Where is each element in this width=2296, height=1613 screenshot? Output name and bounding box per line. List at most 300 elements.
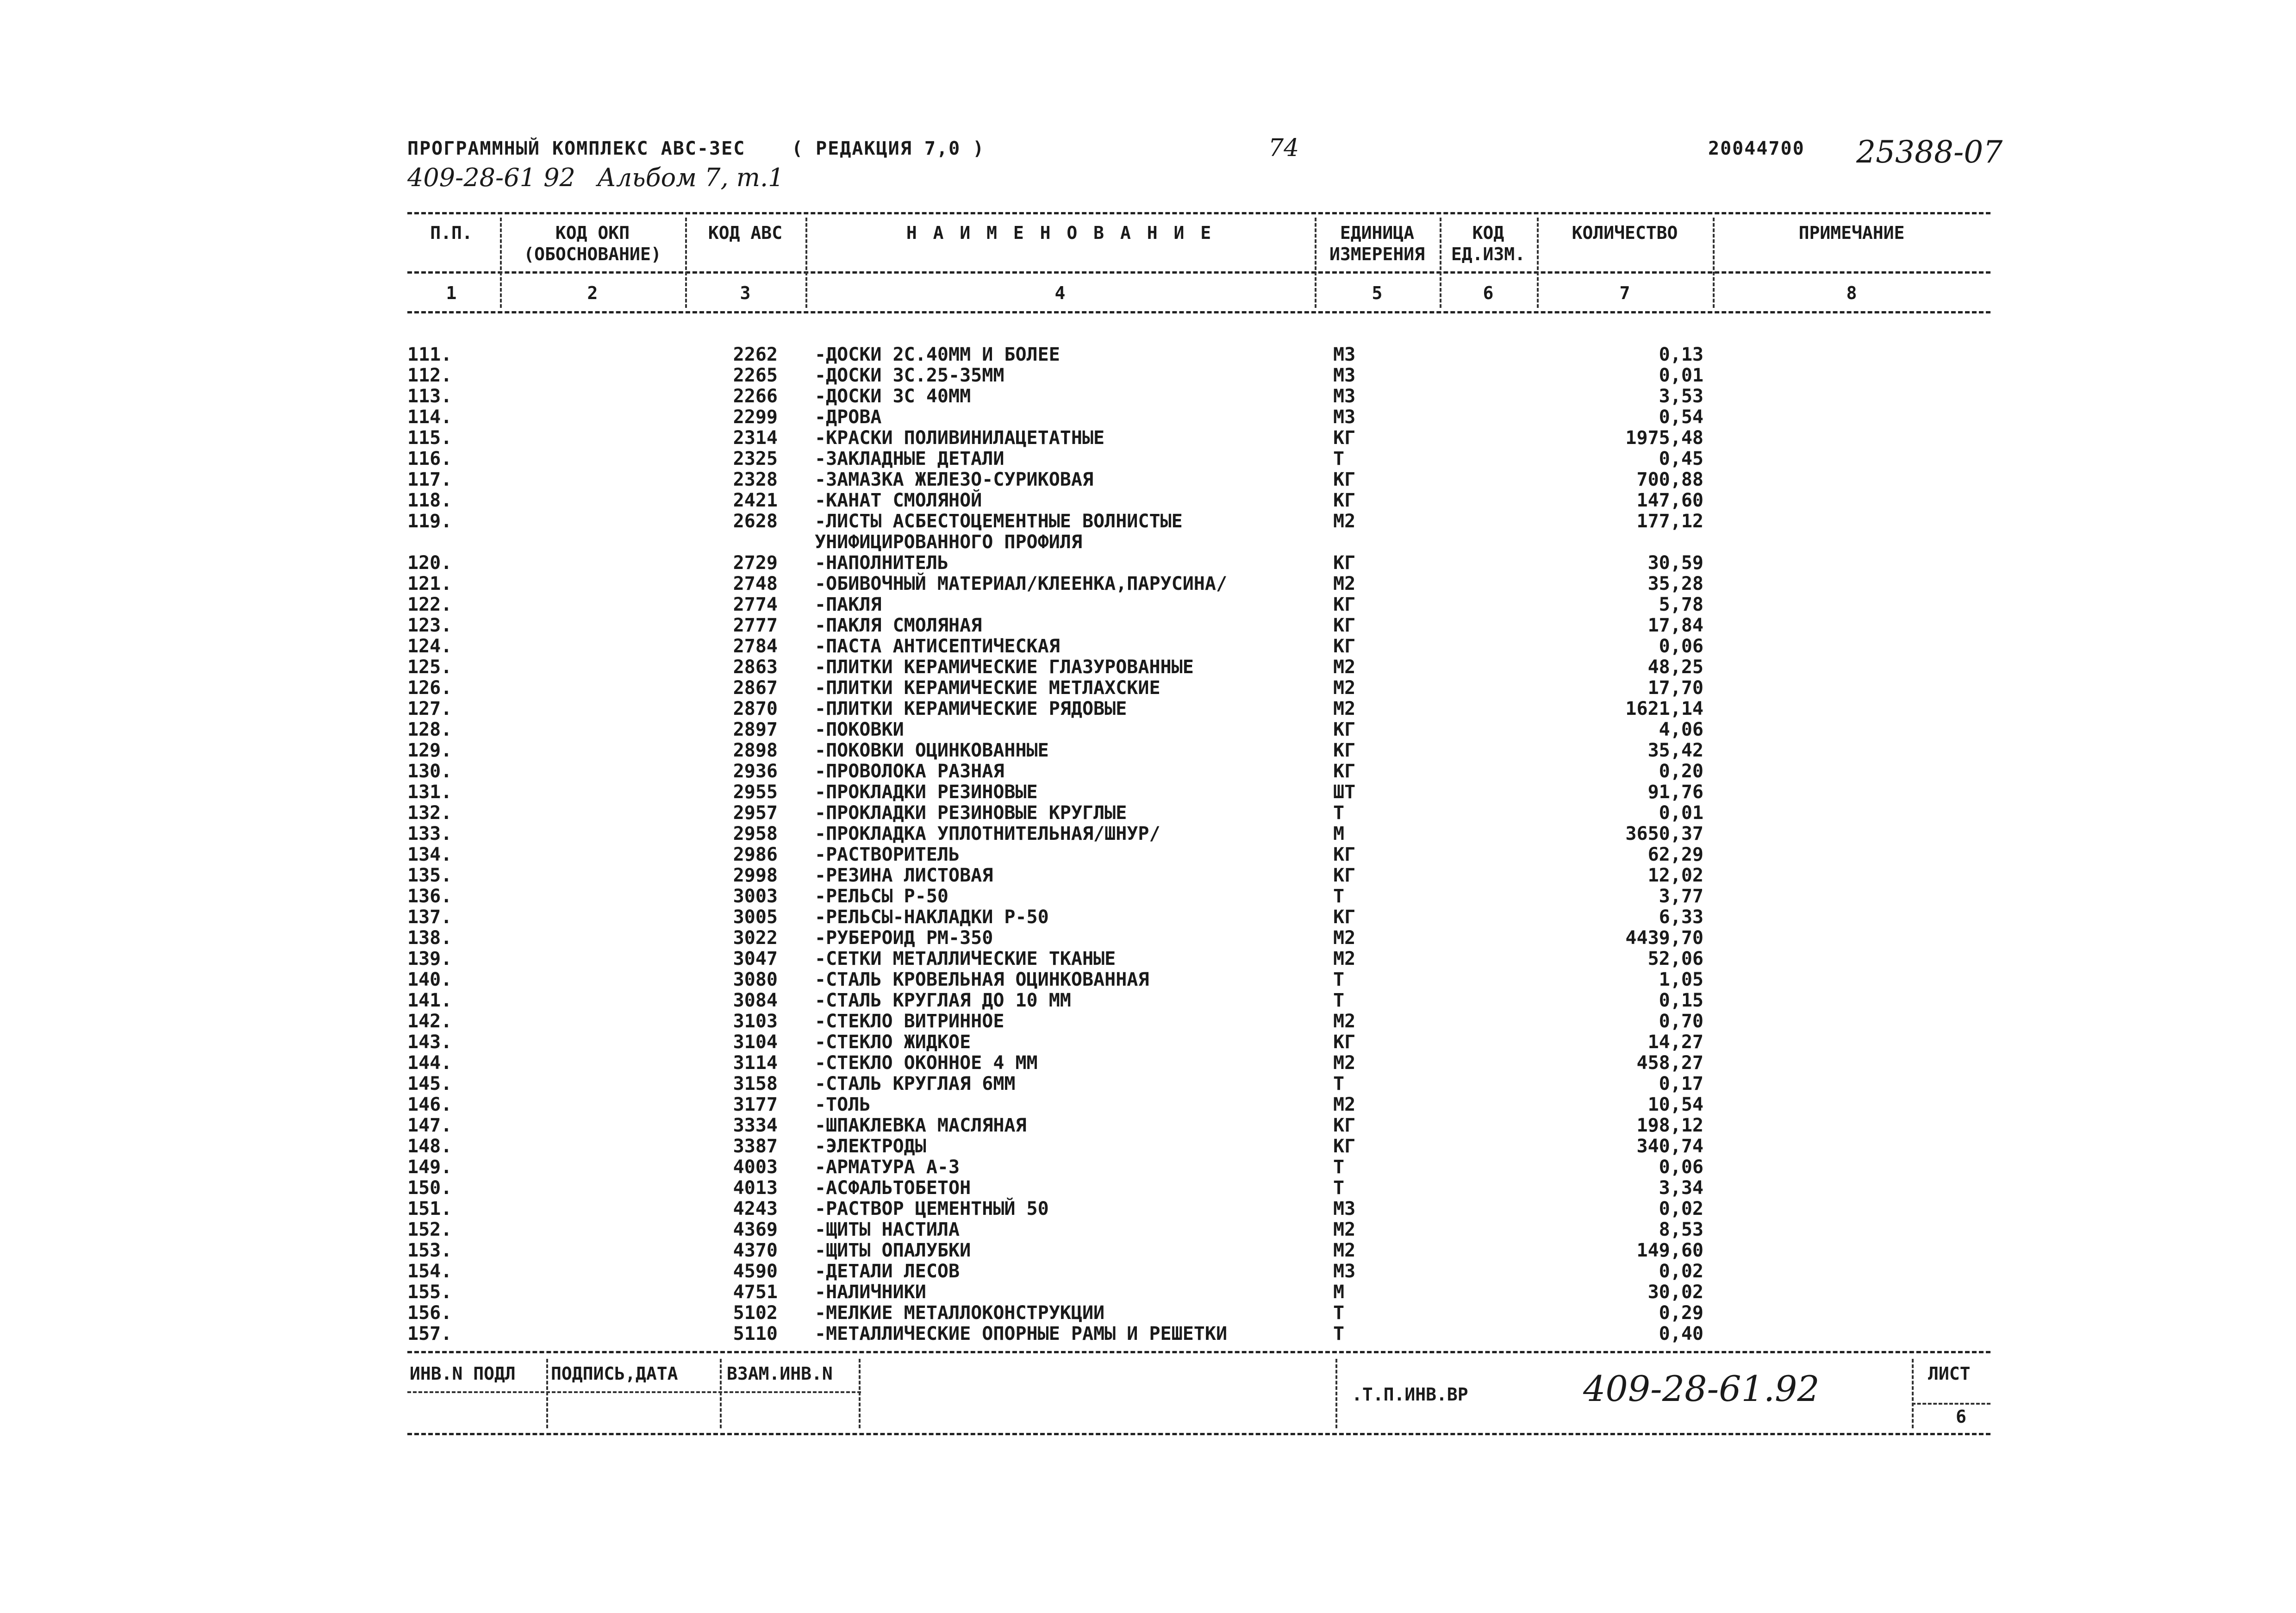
row-unit: М2: [1333, 1219, 1356, 1240]
footer-rule-inner: [407, 1391, 861, 1393]
table-row: [0, 782, 2296, 803]
row-code: 3003: [733, 886, 778, 907]
table-row: [0, 490, 2296, 511]
row-code: 2863: [733, 656, 778, 678]
row-code: 2957: [733, 802, 778, 824]
row-name: -ПЛИТКИ КЕРАМИЧЕСКИЕ МЕТЛАХСКИЕ: [815, 677, 1160, 699]
row-number: 123.: [407, 615, 452, 636]
row-code: 2774: [733, 594, 778, 615]
row-unit: Т: [1333, 990, 1345, 1011]
table-row: [0, 928, 2296, 949]
row-unit: Т: [1333, 448, 1345, 469]
footer-tp-label: .Т.П.ИНВ.ВР: [1352, 1384, 1468, 1405]
row-name: -ШПАКЛЕВКА МАСЛЯНАЯ: [815, 1115, 1027, 1136]
row-unit: КГ: [1333, 1032, 1356, 1053]
row-quantity: 30,02: [1647, 1282, 1703, 1303]
row-quantity: 48,25: [1647, 656, 1703, 678]
row-number: 137.: [407, 907, 452, 928]
table-row: [0, 1178, 2296, 1199]
row-name: -РУБЕРОИД РМ-350: [815, 927, 993, 949]
row-number: 144.: [407, 1052, 452, 1074]
table-row: [0, 740, 2296, 761]
row-unit: КГ: [1333, 615, 1356, 636]
row-name: -СТЕКЛО ВИТРИННОЕ: [815, 1011, 1004, 1032]
row-quantity: 6,33: [1659, 907, 1703, 928]
row-number: 126.: [407, 677, 452, 699]
row-quantity: 17,70: [1647, 677, 1703, 699]
row-number: 128.: [407, 719, 452, 740]
row-name: -ПОКОВКИ ОЦИНКОВАННЫЕ: [815, 740, 1049, 761]
row-quantity: 62,29: [1647, 844, 1703, 865]
row-number: 139.: [407, 948, 452, 969]
row-name: -МЕЛКИЕ МЕТАЛЛОКОНСТРУКЦИИ: [815, 1302, 1105, 1324]
col-header-unit-code-line2: ЕД.ИЗМ.: [1451, 244, 1526, 264]
row-code: 3022: [733, 927, 778, 949]
row-name: -ЩИТЫ ОПАЛУБКИ: [815, 1240, 971, 1261]
row-name: -ПЛИТКИ КЕРАМИЧЕСКИЕ ГЛАЗУРОВАННЫЕ: [815, 656, 1194, 678]
edition-label: ( РЕДАКЦИЯ 7,0 ): [792, 138, 985, 159]
row-code: 4003: [733, 1157, 778, 1178]
row-quantity: 8,53: [1659, 1219, 1703, 1240]
row-code: 4243: [733, 1198, 778, 1219]
row-unit: КГ: [1333, 844, 1356, 865]
row-code: 4013: [733, 1177, 778, 1199]
row-code: 2867: [733, 677, 778, 699]
row-quantity: 0,20: [1659, 761, 1703, 782]
row-number: 115.: [407, 427, 452, 449]
row-name: -НАЛИЧНИКИ: [815, 1282, 926, 1303]
row-code: 3080: [733, 969, 778, 990]
table-row: [0, 1011, 2296, 1032]
row-code: 2897: [733, 719, 778, 740]
row-quantity: 198,12: [1636, 1115, 1703, 1136]
row-number: 124.: [407, 636, 452, 657]
row-number: 154.: [407, 1261, 452, 1282]
row-unit: КГ: [1333, 719, 1356, 740]
row-quantity: 177,12: [1636, 511, 1703, 532]
row-number: 150.: [407, 1177, 452, 1199]
row-name: -ПЛИТКИ КЕРАМИЧЕСКИЕ РЯДОВЫЕ: [815, 698, 1127, 719]
col-number-6: 6: [1483, 283, 1494, 303]
header-rule-mid: [407, 271, 1990, 274]
row-quantity: 0,17: [1659, 1073, 1703, 1094]
col-number-4: 4: [1054, 283, 1066, 303]
row-quantity: 1621,14: [1625, 698, 1703, 719]
header-rule-top: [407, 212, 1990, 214]
col-sep: [1537, 218, 1539, 308]
row-name: -ПРОВОЛОКА РАЗНАЯ: [815, 761, 1004, 782]
row-name: -ДЕТАЛИ ЛЕСОВ: [815, 1261, 960, 1282]
album-label: Альбом 7, т.1: [597, 163, 784, 192]
table-row: [0, 574, 2296, 594]
row-quantity: 0,01: [1659, 365, 1703, 386]
row-unit: М3: [1333, 1198, 1356, 1219]
row-number: 118.: [407, 490, 452, 511]
row-code: 2262: [733, 344, 778, 365]
row-code: 2986: [733, 844, 778, 865]
row-unit: КГ: [1333, 1136, 1356, 1157]
row-name: -ОБИВОЧНЫЙ МАТЕРИАЛ/КЛЕЕНКА,ПАРУСИНА/: [815, 573, 1228, 594]
row-name: -РАСТВОРИТЕЛЬ: [815, 844, 960, 865]
row-number: 134.: [407, 844, 452, 865]
table-row: [0, 865, 2296, 886]
row-quantity: 0,40: [1659, 1323, 1703, 1344]
table-row: [0, 615, 2296, 636]
table-row: [0, 969, 2296, 990]
row-number: 136.: [407, 886, 452, 907]
row-code: 2729: [733, 552, 778, 574]
row-quantity: 12,02: [1647, 865, 1703, 886]
table-row: [0, 949, 2296, 969]
row-quantity: 340,74: [1636, 1136, 1703, 1157]
row-name: -ПАКЛЯ: [815, 594, 882, 615]
row-number: 132.: [407, 802, 452, 824]
row-quantity: 1,05: [1659, 969, 1703, 990]
row-number: 111.: [407, 344, 452, 365]
row-unit: Т: [1333, 1157, 1345, 1178]
row-number: 135.: [407, 865, 452, 886]
row-code: 2898: [733, 740, 778, 761]
table-row: [0, 1282, 2296, 1303]
row-unit: КГ: [1333, 761, 1356, 782]
col-sep: [500, 218, 502, 308]
project-number: 409-28-61 92: [407, 163, 575, 192]
header-rule-bottom: [407, 311, 1990, 313]
row-number: 148.: [407, 1136, 452, 1157]
row-code: 3047: [733, 948, 778, 969]
table-row: [0, 407, 2296, 428]
row-quantity: 0,02: [1659, 1261, 1703, 1282]
row-code: 3334: [733, 1115, 778, 1136]
row-number: 117.: [407, 469, 452, 490]
row-unit: М3: [1333, 406, 1356, 428]
row-unit: КГ: [1333, 469, 1356, 490]
row-quantity: 458,27: [1636, 1052, 1703, 1074]
row-name: -НАПОЛНИТЕЛЬ: [815, 552, 948, 574]
row-code: 2870: [733, 698, 778, 719]
row-quantity: 0,01: [1659, 802, 1703, 824]
row-number: 116.: [407, 448, 452, 469]
row-code: 2421: [733, 490, 778, 511]
row-quantity: 17,84: [1647, 615, 1703, 636]
row-quantity: 0,06: [1659, 1157, 1703, 1178]
col-number-3: 3: [740, 283, 751, 303]
row-unit: М2: [1333, 927, 1356, 949]
table-row: [0, 1240, 2296, 1261]
row-code: 3158: [733, 1073, 778, 1094]
table-row: [0, 428, 2296, 449]
row-code: 4751: [733, 1282, 778, 1303]
row-name: УНИФИЦИРОВАННОГО ПРОФИЛЯ: [815, 531, 1082, 553]
row-quantity: 147,60: [1636, 490, 1703, 511]
row-code: 4370: [733, 1240, 778, 1261]
col-number-8: 8: [1846, 283, 1857, 303]
row-unit: М2: [1333, 948, 1356, 969]
row-name: -СТАЛЬ КРОВЕЛЬНАЯ ОЦИНКОВАННАЯ: [815, 969, 1149, 990]
row-code: 3103: [733, 1011, 778, 1032]
footer-sep: [1335, 1359, 1337, 1428]
row-number: 129.: [407, 740, 452, 761]
row-name: -ПРОКЛАДКИ РЕЗИНОВЫЕ: [815, 781, 1038, 803]
table-row: [0, 657, 2296, 678]
row-unit: Т: [1333, 1177, 1345, 1199]
row-quantity: 0,45: [1659, 448, 1703, 469]
col-sep: [1440, 218, 1441, 308]
row-code: 2936: [733, 761, 778, 782]
row-code: 2958: [733, 823, 778, 844]
row-code: 2266: [733, 386, 778, 407]
row-number: 112.: [407, 365, 452, 386]
row-quantity: 91,76: [1647, 781, 1703, 803]
row-code: 2784: [733, 636, 778, 657]
row-number: 141.: [407, 990, 452, 1011]
row-unit: КГ: [1333, 427, 1356, 449]
col-sep: [685, 218, 687, 308]
row-number: 138.: [407, 927, 452, 949]
row-quantity: 1975,48: [1625, 427, 1703, 449]
row-unit: М3: [1333, 344, 1356, 365]
row-unit: М: [1333, 1282, 1345, 1303]
row-name: -МЕТАЛЛИЧЕСКИЕ ОПОРНЫЕ РАМЫ И РЕШЕТКИ: [815, 1323, 1228, 1344]
row-unit: Т: [1333, 1073, 1345, 1094]
row-number: 127.: [407, 698, 452, 719]
row-number: 131.: [407, 781, 452, 803]
row-code: 2777: [733, 615, 778, 636]
row-number: 113.: [407, 386, 452, 407]
row-name: -ТОЛЬ: [815, 1094, 871, 1115]
row-quantity: 30,59: [1647, 552, 1703, 574]
row-unit: КГ: [1333, 636, 1356, 657]
row-unit: М2: [1333, 677, 1356, 699]
row-number: 130.: [407, 761, 452, 782]
row-name: -ЗАКЛАДНЫЕ ДЕТАЛИ: [815, 448, 1004, 469]
row-number: 146.: [407, 1094, 452, 1115]
table-row: [0, 1157, 2296, 1178]
row-quantity: 5,78: [1659, 594, 1703, 615]
row-code: 2325: [733, 448, 778, 469]
row-name: -ДОСКИ 3С.25-35ММ: [815, 365, 1004, 386]
row-quantity: 14,27: [1647, 1032, 1703, 1053]
row-quantity: 0,13: [1659, 344, 1703, 365]
row-name: -СЕТКИ МЕТАЛЛИЧЕСКИЕ ТКАНЫЕ: [815, 948, 1116, 969]
table-row: [0, 594, 2296, 615]
row-quantity: 0,70: [1659, 1011, 1703, 1032]
col-number-7: 7: [1619, 283, 1630, 303]
table-row: [0, 344, 2296, 365]
row-quantity: 0,06: [1659, 636, 1703, 657]
row-number: 122.: [407, 594, 452, 615]
row-code: 3084: [733, 990, 778, 1011]
row-unit: М2: [1333, 1052, 1356, 1074]
row-number: 152.: [407, 1219, 452, 1240]
row-code: 5110: [733, 1323, 778, 1344]
table-row: [0, 532, 2296, 553]
row-code: 3114: [733, 1052, 778, 1074]
table-row: [0, 1219, 2296, 1240]
row-quantity: 52,06: [1647, 948, 1703, 969]
row-name: -ЗАМАЗКА ЖЕЛЕЗО-СУРИКОВАЯ: [815, 469, 1094, 490]
row-number: 140.: [407, 969, 452, 990]
row-code: 3387: [733, 1136, 778, 1157]
row-number: 142.: [407, 1011, 452, 1032]
table-row: [0, 907, 2296, 928]
footer-tp-value: 409-28-61.92: [1583, 1368, 1820, 1409]
table-row: [0, 1136, 2296, 1157]
table-row: [0, 1032, 2296, 1053]
table-row: [0, 1115, 2296, 1136]
table-row: [0, 803, 2296, 824]
row-number: 153.: [407, 1240, 452, 1261]
row-name: -РЕЛЬСЫ-НАКЛАДКИ Р-50: [815, 907, 1049, 928]
footer-rule-top: [407, 1351, 1990, 1353]
row-name: -АСФАЛЬТОБЕТОН: [815, 1177, 971, 1199]
row-quantity: 3,77: [1659, 886, 1703, 907]
footer-sep: [1912, 1359, 1914, 1428]
row-number: 147.: [407, 1115, 452, 1136]
row-code: 3005: [733, 907, 778, 928]
row-unit: Т: [1333, 1302, 1345, 1324]
col-header-unit: [1319, 222, 1435, 265]
row-name: -ПАСТА АНТИСЕПТИЧЕСКАЯ: [815, 636, 1060, 657]
col-number-2: 2: [587, 283, 598, 303]
row-unit: КГ: [1333, 1115, 1356, 1136]
col-header-unit-code: [1444, 222, 1532, 265]
footer-vzam-label: ВЗАМ.ИНВ.N: [727, 1363, 833, 1384]
row-quantity: 0,02: [1659, 1198, 1703, 1219]
row-unit: М3: [1333, 386, 1356, 407]
row-number: 151.: [407, 1198, 452, 1219]
row-unit: М2: [1333, 1094, 1356, 1115]
footer-sign-label: ПОДПИСЬ,ДАТА: [551, 1363, 678, 1384]
row-number: 143.: [407, 1032, 452, 1053]
row-unit: М3: [1333, 365, 1356, 386]
row-code: 2998: [733, 865, 778, 886]
col-number-5: 5: [1372, 283, 1383, 303]
page-number: 74: [1268, 134, 1299, 162]
row-quantity: 3,53: [1659, 386, 1703, 407]
program-title: ПРОГРАММНЫЙ КОМПЛЕКС АВС-ЗЕС: [407, 138, 746, 159]
footer-sheet-value: 6: [1956, 1407, 1966, 1427]
row-unit: КГ: [1333, 740, 1356, 761]
row-number: 125.: [407, 656, 452, 678]
row-unit: КГ: [1333, 594, 1356, 615]
col-header-okp-line2: (ОБОСНОВАНИЕ): [524, 244, 661, 264]
row-code: 2955: [733, 781, 778, 803]
row-name: -ЩИТЫ НАСТИЛА: [815, 1219, 960, 1240]
row-name: -ПРОКЛАДКА УПЛОТНИТЕЛЬНАЯ/ШНУР/: [815, 823, 1160, 844]
row-unit: КГ: [1333, 907, 1356, 928]
col-header-unit-line1: ЕДИНИЦА: [1340, 223, 1415, 243]
row-number: 120.: [407, 552, 452, 574]
footer-sep: [546, 1359, 548, 1428]
row-unit: КГ: [1333, 552, 1356, 574]
footer-sep: [720, 1359, 722, 1428]
table-row: [0, 1199, 2296, 1219]
row-name: -РЕЛЬСЫ Р-50: [815, 886, 948, 907]
col-header-okp: [505, 222, 680, 265]
row-quantity: 35,28: [1647, 573, 1703, 594]
row-unit: М3: [1333, 1261, 1356, 1282]
program-number: 20044700: [1708, 138, 1805, 159]
footer-sheet-rule: [1912, 1403, 1990, 1405]
table-row: [0, 1261, 2296, 1282]
row-name: -ПОКОВКИ: [815, 719, 904, 740]
row-number: 114.: [407, 406, 452, 428]
table-row: [0, 511, 2296, 532]
table-row: [0, 636, 2296, 657]
footer-rule-bottom: [407, 1433, 1990, 1435]
table-row: [0, 990, 2296, 1011]
table-row: [0, 886, 2296, 907]
row-number: 156.: [407, 1302, 452, 1324]
row-quantity: 3650,37: [1625, 823, 1703, 844]
row-number: 149.: [407, 1157, 452, 1178]
row-unit: Т: [1333, 969, 1345, 990]
row-code: 2328: [733, 469, 778, 490]
table-row: [0, 678, 2296, 699]
table-row: [0, 469, 2296, 490]
table-row: [0, 824, 2296, 844]
row-number: 121.: [407, 573, 452, 594]
row-code: 2628: [733, 511, 778, 532]
row-name: -РЕЗИНА ЛИСТОВАЯ: [815, 865, 993, 886]
col-header-abc: КОД АВС: [708, 223, 783, 243]
col-header-unit-line2: ИЗМЕРЕНИЯ: [1329, 244, 1425, 264]
footer-inv-label: ИНВ.N ПОДЛ: [410, 1363, 516, 1384]
row-unit: М2: [1333, 1240, 1356, 1261]
row-unit: Т: [1333, 802, 1345, 824]
row-quantity: 10,54: [1647, 1094, 1703, 1115]
table-row: [0, 1074, 2296, 1094]
table-row: [0, 699, 2296, 719]
row-quantity: 4439,70: [1625, 927, 1703, 949]
col-number-1: 1: [446, 283, 457, 303]
row-quantity: 4,06: [1659, 719, 1703, 740]
row-unit: ШТ: [1333, 781, 1356, 803]
col-sep: [805, 218, 807, 308]
table-row: [0, 761, 2296, 782]
footer-sep: [859, 1359, 861, 1428]
table-row: [0, 365, 2296, 386]
row-quantity: 0,29: [1659, 1302, 1703, 1324]
row-name: -КАНАТ СМОЛЯНОЙ: [815, 490, 982, 511]
row-name: -СТЕКЛО ЖИДКОЕ: [815, 1032, 971, 1053]
col-header-n: П.П.: [430, 223, 473, 243]
row-quantity: 0,15: [1659, 990, 1703, 1011]
table-row: [0, 719, 2296, 740]
row-code: 3177: [733, 1094, 778, 1115]
row-number: 157.: [407, 1323, 452, 1344]
col-header-okp-line1: КОД ОКП: [555, 223, 630, 243]
col-sep: [1713, 218, 1715, 308]
row-name: -СТАЛЬ КРУГЛАЯ ДО 10 ММ: [815, 990, 1071, 1011]
table-row: [0, 1303, 2296, 1324]
row-unit: Т: [1333, 1323, 1345, 1344]
row-unit: КГ: [1333, 865, 1356, 886]
row-name: -ПРОКЛАДКИ РЕЗИНОВЫЕ КРУГЛЫЕ: [815, 802, 1127, 824]
row-unit: М2: [1333, 656, 1356, 678]
col-header-unit-code-line1: КОД: [1472, 223, 1504, 243]
row-code: 2299: [733, 406, 778, 428]
table-row: [0, 553, 2296, 574]
row-unit: КГ: [1333, 490, 1356, 511]
table-row: [0, 386, 2296, 407]
row-name: -КРАСКИ ПОЛИВИНИЛАЦЕТАТНЫЕ: [815, 427, 1105, 449]
row-number: 145.: [407, 1073, 452, 1094]
footer-sheet-label: ЛИСТ: [1928, 1363, 1971, 1384]
row-quantity: 700,88: [1636, 469, 1703, 490]
table-row: [0, 1324, 2296, 1344]
